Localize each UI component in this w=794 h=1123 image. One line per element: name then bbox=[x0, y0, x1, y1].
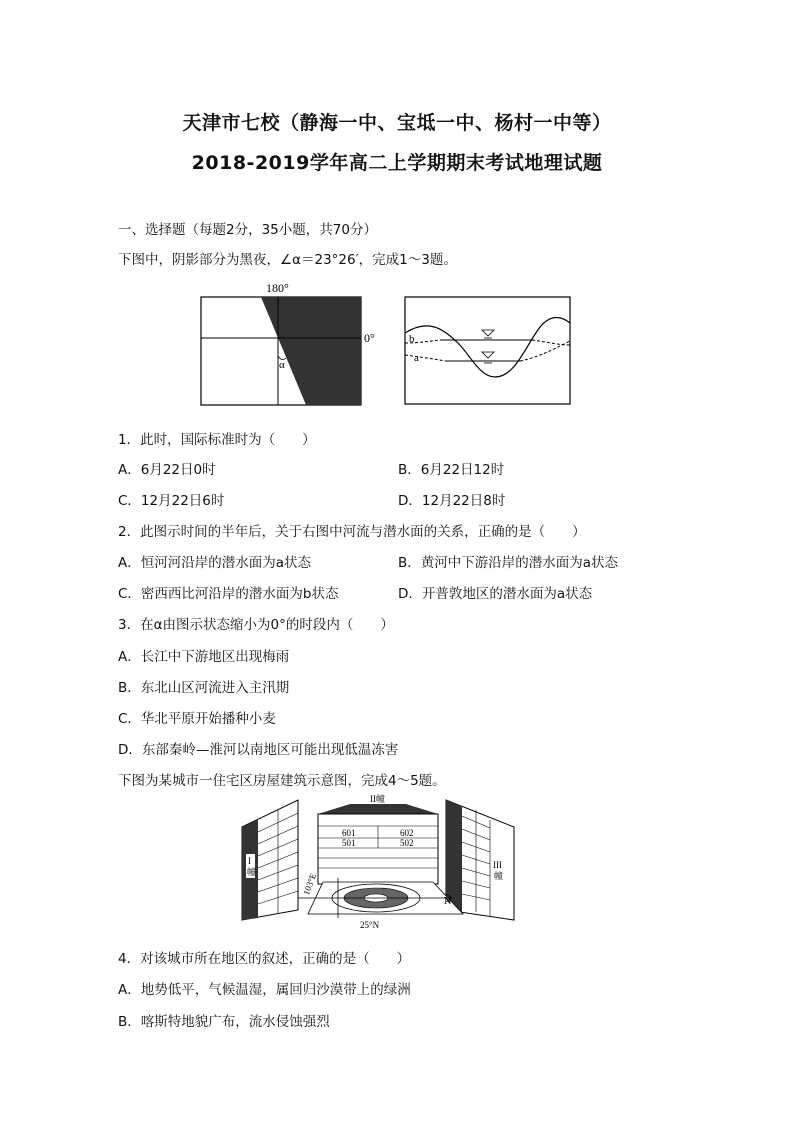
question-2-stem: 2．此图示时间的半年后，关于右图中河流与潜水面的关系，正确的是（ ） bbox=[118, 524, 586, 540]
room-502: 502 bbox=[400, 838, 414, 848]
question-2-option-b: B．黄河中下游沿岸的潜水面为a状态 bbox=[398, 555, 619, 571]
building-2 bbox=[318, 814, 438, 884]
question-2-option-c: C．密西西比河沿岸的潜水面为b状态 bbox=[118, 586, 339, 602]
figure-intro-1: 下图中，阴影部分为黑夜，∠α＝23°26′，完成1～3题。 bbox=[118, 252, 457, 268]
label-103e: 103°E bbox=[301, 871, 319, 897]
room-601: 601 bbox=[342, 828, 356, 838]
question-4-stem: 4．对该城市所在地区的叙述，正确的是（ ） bbox=[118, 951, 411, 967]
question-1-option-b: B．6月22日12时 bbox=[398, 462, 505, 478]
question-1-option-a: A．6月22日0时 bbox=[118, 462, 216, 478]
day-night-diagram bbox=[196, 280, 376, 408]
question-2-option-d: D．开普敦地区的潜水面为a状态 bbox=[398, 586, 593, 602]
question-4-option-a: A．地势低平，气候温湿，属回归沙漠带上的绿洲 bbox=[118, 982, 411, 998]
question-3-option-c: C．华北平原开始播种小麦 bbox=[118, 711, 276, 727]
room-501: 501 bbox=[342, 838, 356, 848]
question-3-option-d: D．东部秦岭—淮河以南地区可能出现低温冻害 bbox=[118, 742, 399, 758]
question-1-option-c: C．12月22日6时 bbox=[118, 493, 225, 509]
building-2-roof bbox=[318, 804, 438, 814]
question-1-option-d: D．12月22日8时 bbox=[398, 493, 506, 509]
title-line-2: 2018-2019学年高二上学期期末考试地理试题 bbox=[191, 152, 603, 174]
label-a: a bbox=[414, 352, 419, 364]
label-180-degree: 180° bbox=[266, 281, 289, 295]
label-building-2: II幢 bbox=[370, 794, 385, 804]
question-4-option-b: B．喀斯特地貌广布，流水侵蚀强烈 bbox=[118, 1014, 330, 1030]
title-line-1: 天津市七校（静海一中、宝坻一中、杨村一中等） bbox=[182, 112, 612, 134]
question-3-stem: 3．在α由图示状态缩小为0°的时段内（ ） bbox=[118, 617, 394, 633]
question-3-option-a: A．长江中下游地区出现梅雨 bbox=[118, 649, 290, 665]
river-water-table-diagram bbox=[400, 295, 580, 410]
figure-intro-2: 下图为某城市一住宅区房屋建筑示意图，完成4～5题。 bbox=[118, 773, 446, 789]
residential-buildings-diagram bbox=[238, 792, 518, 932]
section-heading: 一、选择题（每题2分，35小题，共70分） bbox=[118, 222, 377, 238]
label-25n: 25°N bbox=[360, 920, 380, 930]
label-building-3: III 幢 bbox=[493, 860, 504, 881]
question-1-stem: 1．此时，国际标准时为（ ） bbox=[118, 432, 316, 448]
label-0-degree: 0° bbox=[364, 331, 375, 345]
label-north: N bbox=[444, 896, 452, 907]
question-2-option-a: A．恒河河沿岸的潜水面为a状态 bbox=[118, 555, 312, 571]
question-3-option-b: B．东北山区河流进入主汛期 bbox=[118, 680, 290, 696]
room-602: 602 bbox=[400, 828, 414, 838]
label-b: b bbox=[409, 333, 415, 345]
label-alpha: α bbox=[279, 359, 285, 371]
label-building-1: I 幢 bbox=[247, 856, 257, 877]
